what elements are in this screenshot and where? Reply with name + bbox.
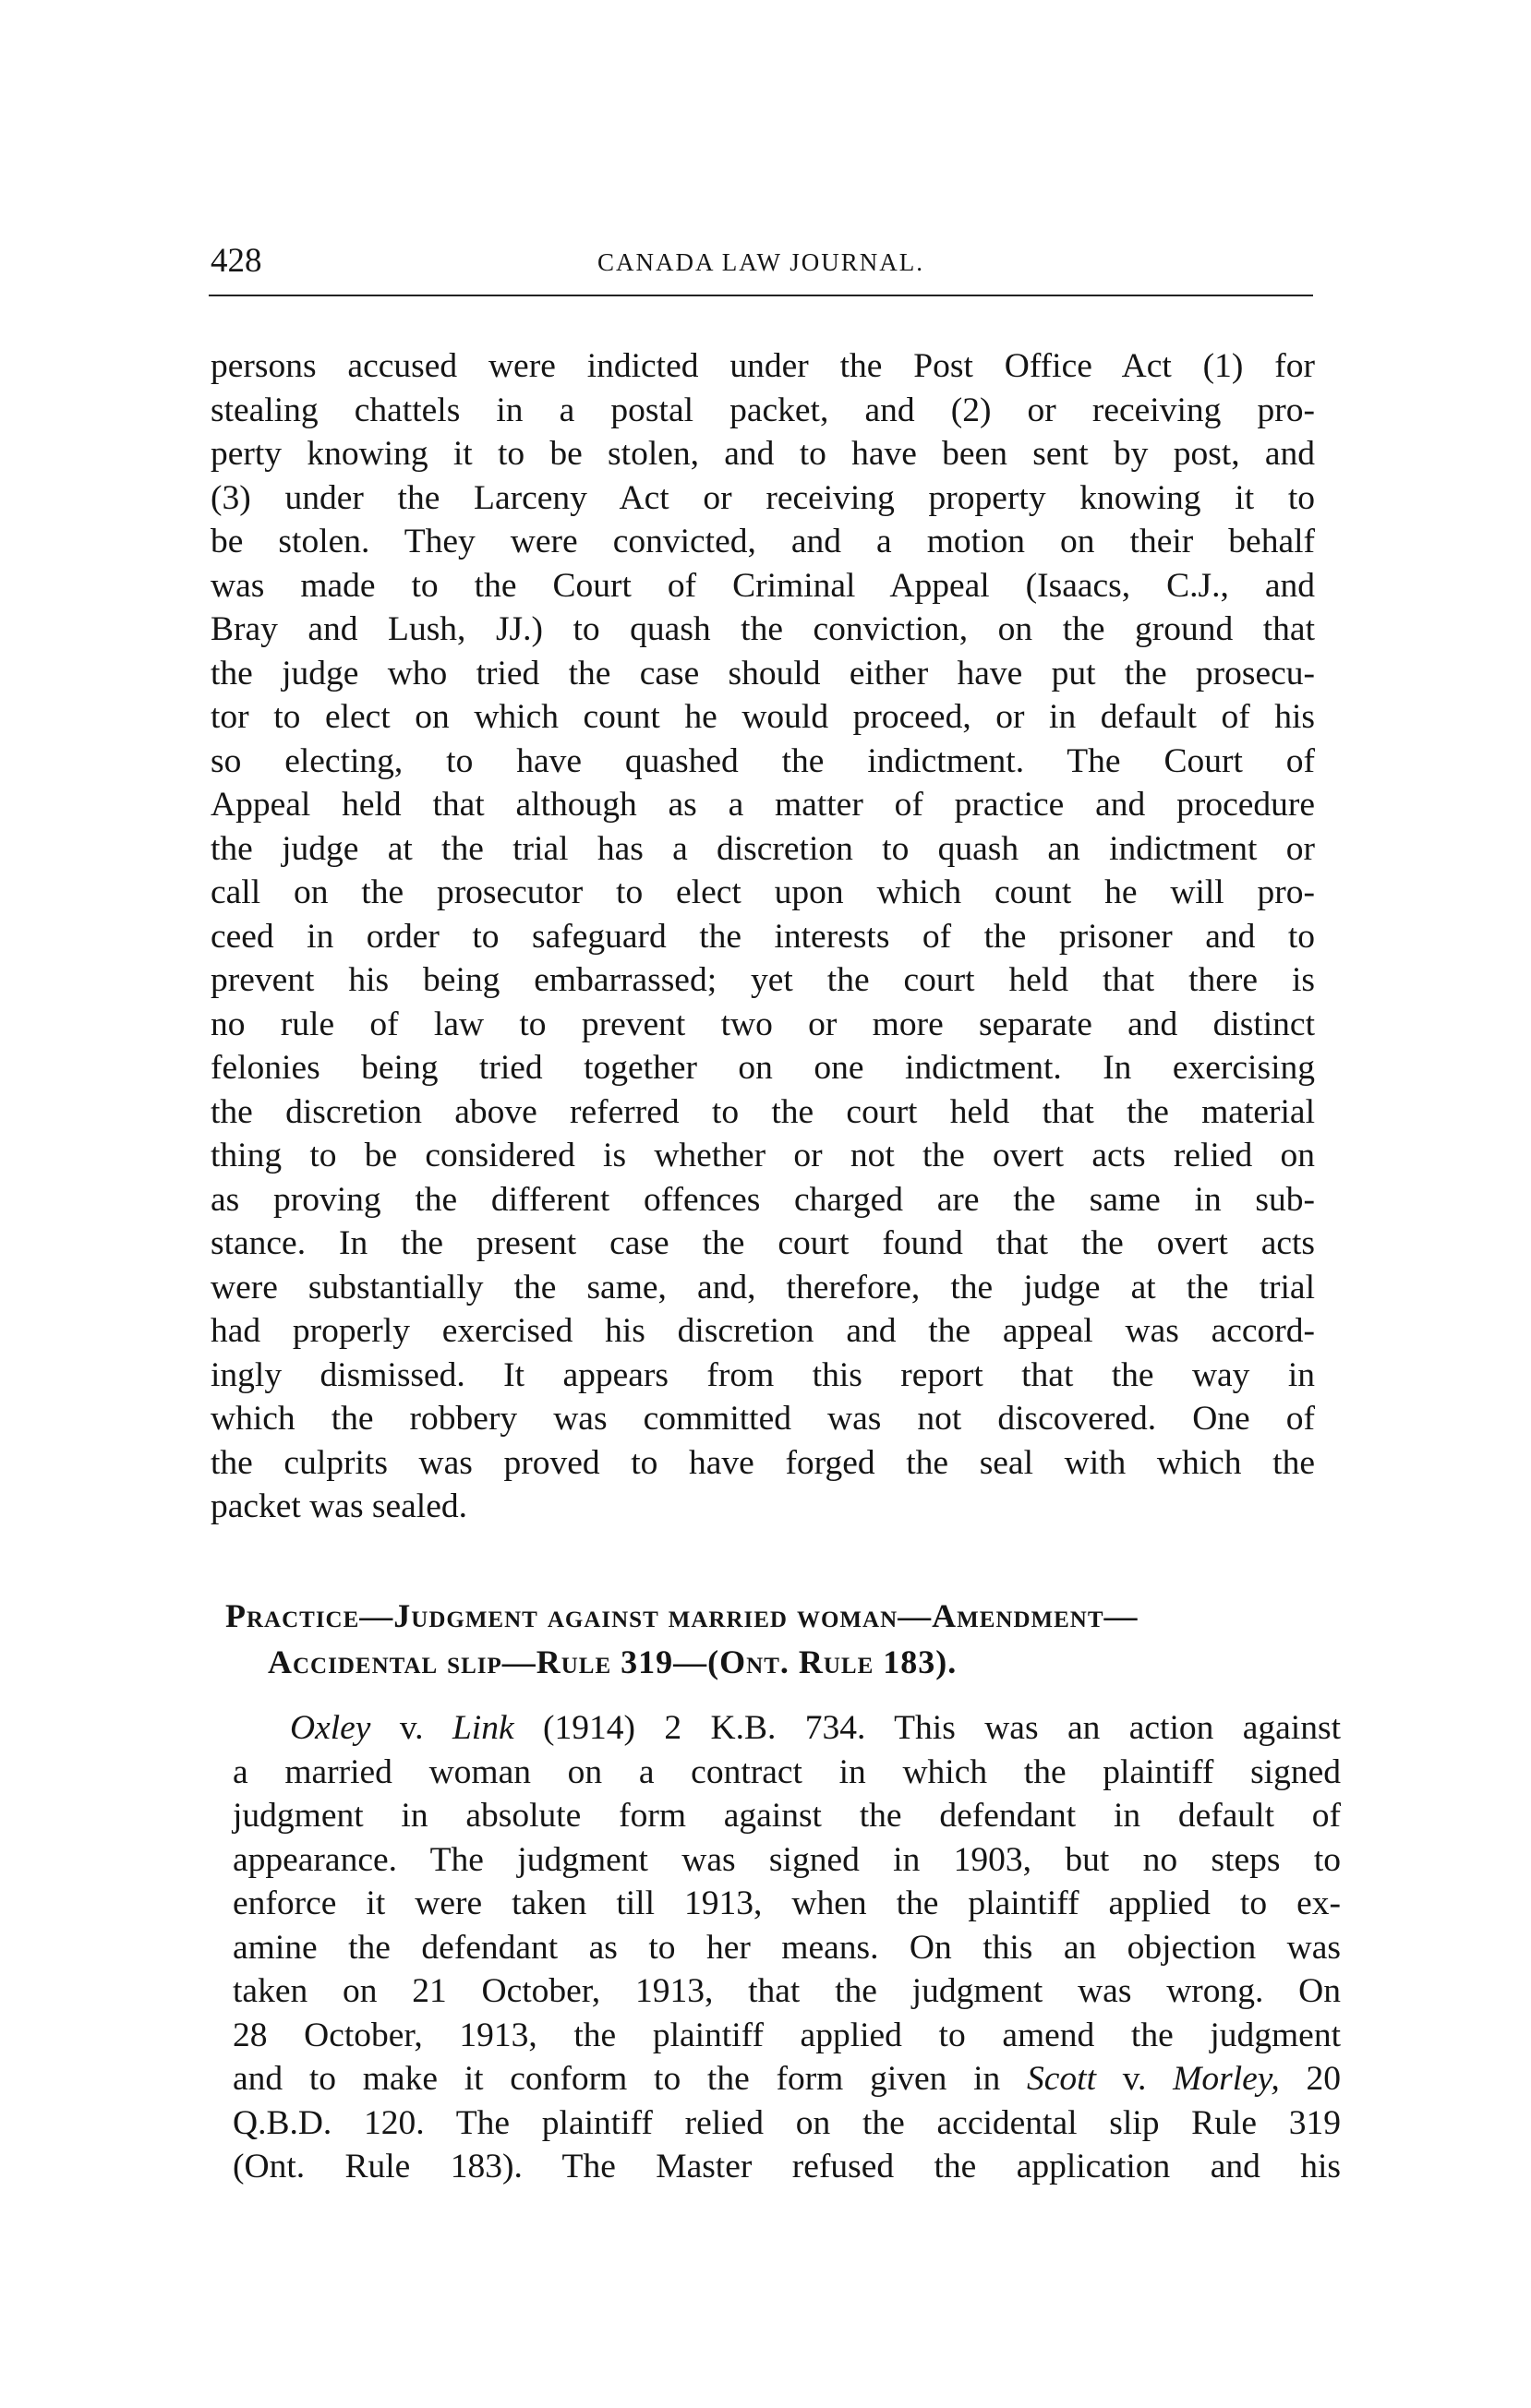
text-line: (3) under the Larceny Act or receiving property knowing it to bbox=[211, 478, 1315, 517]
text-line: enforce it were taken till 1913, when the plaintiff applied to ex- bbox=[233, 1884, 1341, 1922]
text-line: call on the prosecutor to elect upon which count he will pro- bbox=[211, 873, 1315, 911]
running-title: CANADA LAW JOURNAL. bbox=[597, 248, 925, 276]
text-line: Appeal held that although as a matter of practice and procedure bbox=[211, 786, 1315, 824]
text-line: the culprits was proved to have forged the seal with which the bbox=[211, 1443, 1315, 1482]
paragraph-1 bbox=[211, 344, 1315, 1529]
text-line: ceed in order to safeguard the interests of the prisoner and to bbox=[211, 917, 1315, 956]
text-line: the judge at the trial has a discretion to quash an indictment or bbox=[211, 829, 1315, 868]
text-line: judgment in absolute form against the defendant in default of bbox=[233, 1797, 1341, 1835]
text-line: packet was sealed. bbox=[211, 1487, 467, 1525]
case-name: Scott bbox=[1027, 2060, 1096, 2098]
text-line bbox=[233, 2057, 1341, 2101]
text-line: 28 October, 1913, the plaintiff applied to amend the judgment bbox=[233, 2016, 1341, 2054]
heading-line-1: Practice—Judgment against married woman—Amendment— bbox=[225, 1597, 1139, 1634]
text-line: the judge who tried the case should either have put the prosecu- bbox=[211, 654, 1315, 692]
page-number: 428 bbox=[211, 242, 262, 280]
text-line: no rule of law to prevent two or more separate and distinct bbox=[211, 1005, 1315, 1043]
text-line: prevent his being embarrassed; yet the court held that there is bbox=[211, 961, 1315, 999]
versus-text: v. bbox=[370, 1709, 452, 1747]
text-line: amine the defendant as to her means. On this an objection was bbox=[233, 1928, 1341, 1967]
line-text: 20 bbox=[1279, 2060, 1341, 2098]
header-rule bbox=[209, 295, 1313, 296]
paragraph-2 bbox=[233, 1706, 1341, 2189]
text-line: stealing chattels in a postal packet, and (2) or receiving pro- bbox=[211, 391, 1315, 429]
text-line: be stolen. They were convicted, and a motion on their behalf bbox=[211, 523, 1315, 560]
case-name: Link bbox=[452, 1709, 514, 1747]
heading-line-2: Accidental slip—Rule 319—(Ont. Rule 183). bbox=[268, 1643, 958, 1680]
text-line: tor to elect on which count he would proceed, or in default of his bbox=[211, 698, 1315, 736]
text-line: a married woman on a contract in which the plaintiff signed bbox=[233, 1752, 1341, 1791]
text-line: felonies being tried together on one indictment. In exercising bbox=[211, 1049, 1315, 1087]
line-text: and to make it conform to the form given in bbox=[233, 2060, 1028, 2098]
text-line: taken on 21 October, 1913, that the judgment was wrong. On bbox=[233, 1972, 1341, 2010]
text-line: Q.B.D. 120. The plaintiff relied on the accidental slip Rule 319 bbox=[233, 2103, 1341, 2142]
text-line: so electing, to have quashed the indictment. The Court of bbox=[211, 741, 1315, 780]
line-text: (1914) 2 K.B. 734. This was an action against bbox=[513, 1709, 1341, 1747]
text-line: (Ont. Rule 183). The Master refused the application and his bbox=[233, 2148, 1341, 2185]
text-line: had properly exercised his discretion and the appeal was accord- bbox=[211, 1312, 1315, 1350]
case-name: Oxley bbox=[290, 1709, 371, 1747]
case-name: Morley, bbox=[1173, 2060, 1280, 2098]
text-line: persons accused were indicted under the Post Office Act (1) for bbox=[211, 347, 1315, 385]
text-line: ingly dismissed. It appears from this report that the way in bbox=[211, 1355, 1315, 1394]
text-line: appearance. The judgment was signed in 1903, but no steps to bbox=[233, 1840, 1341, 1879]
text-line: the discretion above referred to the court held that the material bbox=[211, 1092, 1315, 1131]
text-line: thing to be considered is whether or not the overt acts relied on bbox=[211, 1137, 1315, 1174]
text-line: were substantially the same, and, therefore, the judge at the trial bbox=[211, 1268, 1315, 1306]
text-line: which the robbery was committed was not discovered. One of bbox=[211, 1400, 1315, 1438]
section-heading bbox=[225, 1593, 1315, 1685]
text-line: was made to the Court of Criminal Appeal (Isaacs, C.J., and bbox=[211, 566, 1315, 605]
page-header bbox=[211, 238, 1311, 284]
text-line: perty knowing it to be stolen, and to have been sent by post, and bbox=[211, 435, 1315, 473]
text-line bbox=[233, 1706, 1341, 1751]
text-line: stance. In the present case the court found that the overt acts bbox=[211, 1224, 1315, 1262]
text-line: as proving the different offences charged are the same in sub- bbox=[211, 1180, 1315, 1219]
text-line: Bray and Lush, JJ.) to quash the conviction, on the ground that bbox=[211, 610, 1315, 648]
versus-text: v. bbox=[1096, 2060, 1174, 2098]
